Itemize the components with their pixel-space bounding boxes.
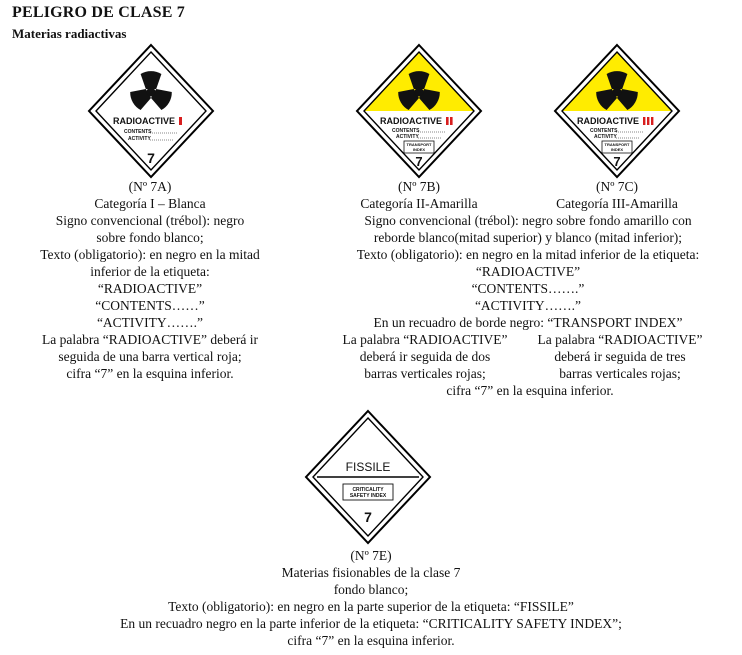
caption-7b-line: La palabra “RADIOACTIVE” [342, 332, 508, 347]
label-7c-transport: TRANSPORT [604, 142, 630, 147]
caption-7bc-line: reborde blanco(mitad superior) y blanco (mitad inferior); [373, 230, 683, 245]
caption-7e-line: (Nº 7E) [350, 548, 392, 563]
label-7a [86, 42, 216, 180]
red-bar [450, 117, 453, 125]
label-7a-radioactive: RADIOACTIVE [112, 116, 176, 126]
caption-7e-line: Texto (obligatorio): en negro en la parte superior de la etiqueta: “FISSILE” [168, 599, 574, 614]
caption-7a-line: La palabra “RADIOACTIVE” deberá ir [42, 332, 258, 347]
caption-7b-category: Categoría II-Amarilla [360, 196, 478, 211]
caption-7b-tail [325, 331, 525, 382]
label-7b-transport: TRANSPORT [406, 142, 432, 147]
caption-7a-line: “CONTENTS……” [95, 298, 205, 313]
label-7c-activity: ACTIVITY [594, 134, 617, 140]
caption-7bc-line: Signo convencional (trébol): negro sobre fondo amarillo con [364, 213, 692, 228]
caption-7b-line: deberá ir seguida de dos [359, 349, 491, 364]
label-7a-class-number: 7 [147, 150, 155, 166]
label-7c-index: INDEX [610, 147, 624, 152]
label-7c [552, 42, 682, 180]
label-7b-radioactive: RADIOACTIVE [379, 116, 443, 126]
label-7e-fissile: FISSILE [345, 460, 391, 474]
caption-7bc-shared [318, 212, 738, 331]
red-bar [446, 117, 449, 125]
caption-7a-line: Signo convencional (trébol): negro [55, 213, 245, 228]
caption-7c-number: (Nº 7C) [595, 179, 639, 194]
label-7a-contents: CONTENTS [124, 129, 152, 135]
caption-7bc-line: En un recuadro de borde negro: “TRANSPORT INDEX” [373, 315, 683, 330]
caption-7c-line: deberá ir seguida de tres [554, 349, 686, 364]
label-7b-index: INDEX [412, 147, 426, 152]
label-7c-radioactive: RADIOACTIVE [576, 116, 640, 126]
label-7b-class-number: 7 [415, 154, 423, 169]
caption-7c-line: La palabra “RADIOACTIVE” [537, 332, 703, 347]
label-7a-activity: ACTIVITY [128, 136, 151, 142]
caption-7c-head [527, 178, 707, 212]
label-7c-contents: CONTENTS [590, 128, 618, 134]
caption-7a-line: inferior de la etiqueta: [90, 264, 210, 279]
caption-7e-line: Materias fisionables de la clase 7 [281, 565, 461, 580]
caption-7a-line: Texto (obligatorio): en negro en la mitad [40, 247, 260, 262]
caption-7bc-line: Texto (obligatorio): en negro en la mitad inferior de la etiqueta: [356, 247, 700, 262]
caption-7c-line: barras verticales rojas; [559, 366, 681, 381]
label-7e [303, 408, 433, 546]
red-bar [643, 117, 645, 125]
caption-7a-line: cifra “7” en la esquina inferior. [66, 366, 234, 381]
caption-7c-tail [520, 331, 720, 382]
caption-7a-line: seguida de una barra vertical roja; [58, 349, 242, 364]
caption-7e-line: fondo blanco; [333, 582, 409, 597]
caption-7a-line: “RADIOACTIVE” [97, 281, 203, 296]
red-bar [647, 117, 649, 125]
caption-7a-line: “ACTIVITY…….” [96, 315, 204, 330]
page-subtitle: Materias radiactivas [12, 26, 127, 41]
caption-7e [0, 547, 742, 649]
caption-7c-category: Categoría III-Amarilla [556, 196, 678, 211]
caption-7bc-line: “CONTENTS…….” [471, 281, 585, 296]
caption-7e-line: En un recuadro negro en la parte inferior de la etiqueta: “CRITICALITY SAFETY INDEX”; [120, 616, 622, 631]
caption-7a-line: (Nº 7A) [128, 179, 172, 194]
label-7e-criticality: CRITICALITY [352, 487, 384, 493]
label-7c-class-number: 7 [613, 154, 621, 169]
caption-7e-line: cifra “7” en la esquina inferior. [287, 633, 455, 648]
caption-7b-number: (Nº 7B) [397, 179, 441, 194]
label-7e-class-number: 7 [364, 509, 372, 525]
caption-7bc-line: “ACTIVITY…….” [474, 298, 582, 313]
label-7b-contents: CONTENTS [392, 128, 420, 134]
label-7b-activity: ACTIVITY [396, 134, 419, 140]
page-title: PELIGRO DE CLASE 7 [12, 4, 185, 21]
caption-7bc-line: “RADIOACTIVE” [475, 264, 581, 279]
caption-7a-line: Categoría I – Blanca [94, 196, 206, 211]
label-7e-safety-index: SAFETY INDEX [349, 493, 387, 499]
label-7b [354, 42, 484, 180]
caption-7a-line: sobre fondo blanco; [96, 230, 204, 245]
caption-7a [0, 178, 300, 382]
caption-7b-line: barras verticales rojas; [364, 366, 486, 381]
red-bar [651, 117, 653, 125]
caption-7bc-last: cifra “7” en la esquina inferior. [446, 383, 614, 398]
red-bar [179, 117, 182, 125]
caption-7b-head [329, 178, 509, 212]
